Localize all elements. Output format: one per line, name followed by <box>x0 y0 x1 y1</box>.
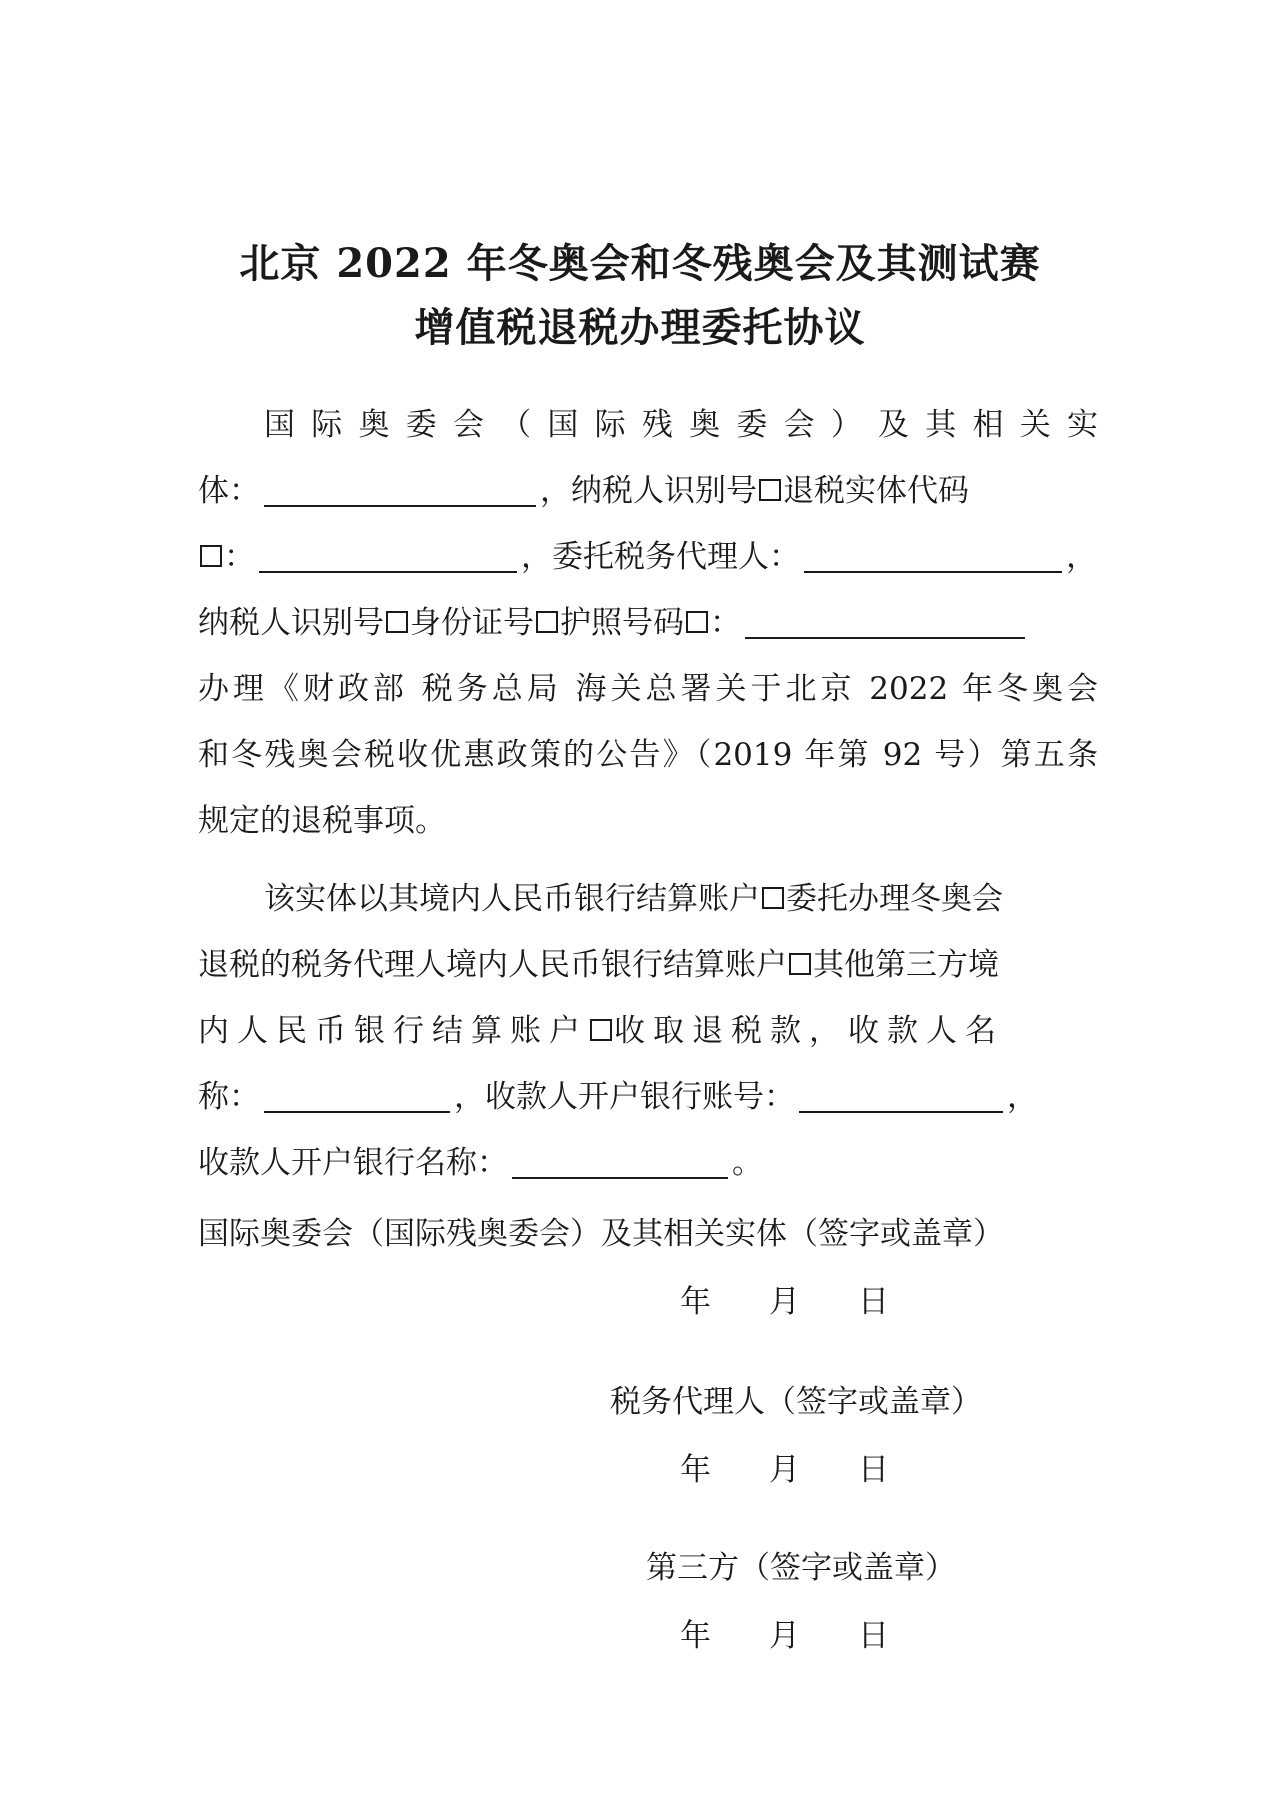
label-period: 。 <box>732 1145 763 1181</box>
id-card-checkbox[interactable] <box>536 611 558 633</box>
month-label: 月 <box>769 1284 800 1320</box>
para2-line-5 <box>198 1130 1098 1196</box>
para1-line-3 <box>198 524 1098 590</box>
para2-line-1 <box>264 866 1098 932</box>
label-passport: 护照号码 <box>560 605 684 641</box>
day-label: 日 <box>858 1284 889 1320</box>
passport-checkbox[interactable] <box>686 611 708 633</box>
tax-agent-blank[interactable] <box>804 545 1062 573</box>
label-agent-account: 退税的税务代理人境内人民币银行结算账户 <box>198 947 787 983</box>
para1-line-7: 规定的退税事项。 <box>198 803 446 839</box>
label-colon: ： <box>224 539 255 575</box>
label-entity: 体： <box>198 473 260 509</box>
year-label: 年 <box>680 1452 711 1488</box>
taxpayer-id-checkbox[interactable] <box>759 479 781 501</box>
title-line-2: 增值税退税办理委托协议 <box>414 304 866 351</box>
agent-account-checkbox[interactable] <box>789 953 811 975</box>
label-id-card: 身份证号 <box>410 605 534 641</box>
agent-taxpayer-id-checkbox[interactable] <box>386 611 408 633</box>
third-party-signature-date <box>680 1610 889 1655</box>
year-label: 年 <box>680 1618 711 1654</box>
para1-line-6: 和冬残奥会税收优惠政策的公告》（2019 年第 92 号）第五条 <box>198 737 1098 773</box>
para1-line-5: 办理《财政部 税务总局 海关总署关于北京 2022 年冬奥会 <box>198 671 1098 707</box>
para2-line-2 <box>198 932 1098 998</box>
label-entity-account: 该实体以其境内人民币银行结算账户 <box>264 881 760 917</box>
label-third-party: 其他第三方境 <box>813 947 999 983</box>
agent-signature-date <box>680 1444 889 1489</box>
para1-line-2 <box>198 458 1098 524</box>
title-line-1: 北京 2022 年冬奥会和冬残奥会及其测试赛 <box>239 240 1041 287</box>
label-agent-taxpayer-id: 纳税人识别号 <box>198 605 384 641</box>
agent-id-blank[interactable] <box>745 611 1025 639</box>
entity-account-checkbox[interactable] <box>762 887 784 909</box>
payee-name-blank[interactable] <box>264 1085 450 1113</box>
entity-name-blank[interactable] <box>264 479 536 507</box>
para2-line-3 <box>198 998 1098 1064</box>
day-label: 日 <box>858 1618 889 1654</box>
label-payee-bank: 收款人开户银行名称： <box>198 1145 508 1181</box>
label-colon: ： <box>710 605 741 641</box>
para1-line-1: 国际奥委会（国际残奥委会）及其相关实 <box>264 407 1098 443</box>
ioc-signature-date <box>680 1276 889 1321</box>
label-taxpayer-id: ，纳税人识别号 <box>540 473 757 509</box>
year-label: 年 <box>680 1284 711 1320</box>
agent-signature-label: 税务代理人（签字或盖章） <box>610 1384 982 1420</box>
third-party-account-checkbox[interactable] <box>590 1019 612 1041</box>
payee-account-blank[interactable] <box>799 1085 1003 1113</box>
month-label: 月 <box>769 1452 800 1488</box>
label-payee-account: ，收款人开户银行账号： <box>454 1079 795 1115</box>
refund-entity-code-checkbox[interactable] <box>200 545 222 567</box>
day-label: 日 <box>858 1452 889 1488</box>
label-refund-entity-code: 退税实体代码 <box>783 473 969 509</box>
payee-bank-blank[interactable] <box>512 1151 728 1179</box>
ioc-signature-label: 国际奥委会（国际残奥委会）及其相关实体（签字或盖章） <box>198 1216 1004 1252</box>
label-third-party-account: 内人民币银行结算账户 <box>198 1013 588 1049</box>
label-tax-agent: ，委托税务代理人： <box>521 539 800 575</box>
entity-id-blank[interactable] <box>259 545 517 573</box>
label-comma: ， <box>1066 539 1097 575</box>
month-label: 月 <box>769 1618 800 1654</box>
label-payee-name: 称： <box>198 1079 260 1115</box>
para2-line-4 <box>198 1064 1098 1130</box>
label-comma: ， <box>1007 1079 1038 1115</box>
label-entrust: 委托办理冬奥会 <box>786 881 1003 917</box>
para1-line-4 <box>198 590 1098 656</box>
label-collect-refund: 收取退税款，收款人名 <box>614 1013 1004 1049</box>
third-party-signature-label: 第三方（签字或盖章） <box>646 1550 956 1586</box>
